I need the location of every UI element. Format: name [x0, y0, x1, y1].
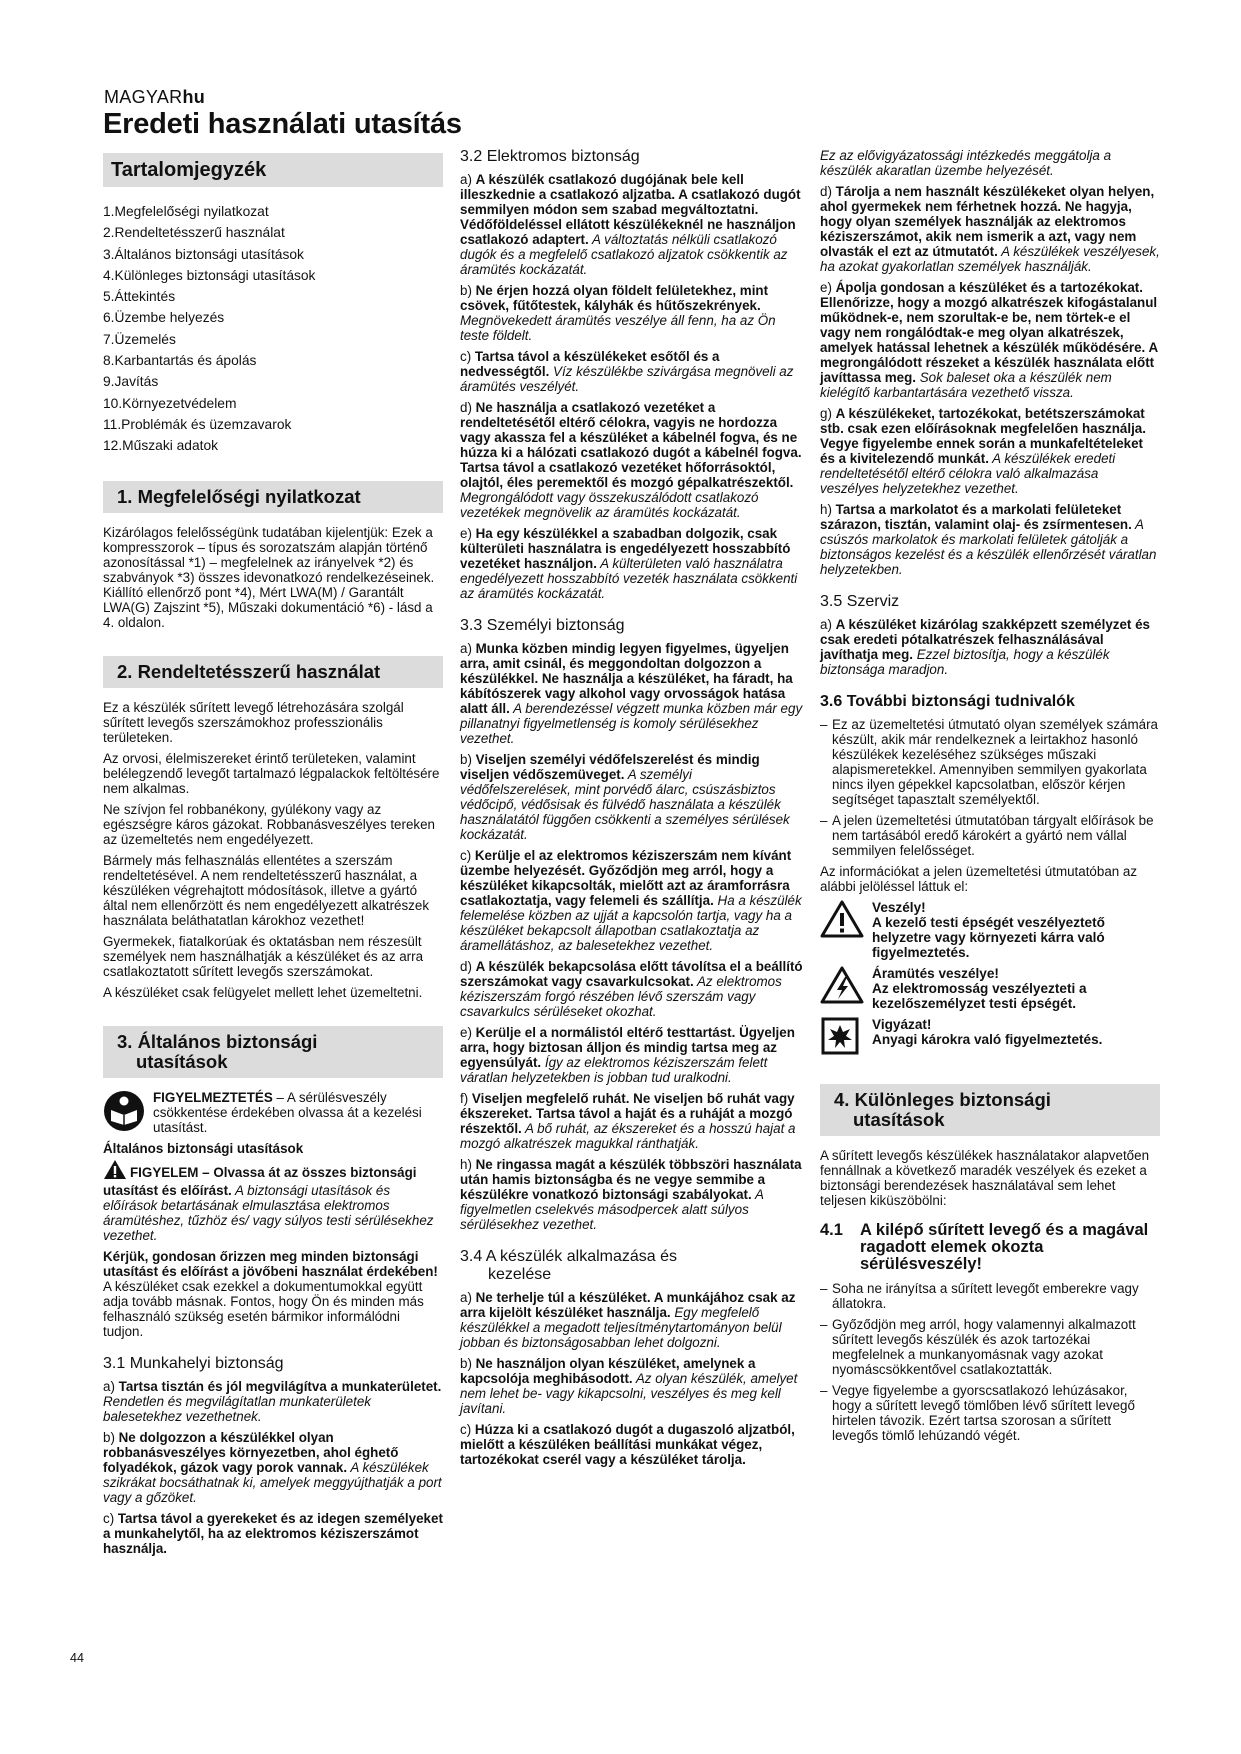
s33-f — [460, 1091, 805, 1151]
document-title: Eredeti használati utasítás — [103, 108, 462, 140]
s35-a-italic: Ezzel biztosítja, hogy a készülék biztonsága maradjon. — [820, 647, 1110, 677]
column-2 — [460, 148, 805, 1467]
s32-a-italic: A változtatás nélküli csatlakozó dugók és a megfelelő csatlakozó aljzatok csökkentik az áramütés kockázatát. — [460, 232, 788, 277]
item-label: c) — [460, 848, 475, 863]
s32-c-italic: Víz készülékbe szivárgása megnöveli az áramütés veszélyét. — [460, 364, 794, 394]
s33-a — [460, 641, 805, 746]
item-label: a) — [460, 172, 476, 187]
danger-text: A kezelő testi épségét veszélyeztető helyzetre vagy környezeti kárra való figyelmeztetés. — [872, 915, 1105, 960]
s33-a-bold: Munka közben mindig legyen figyelmes, ügyeljen arra, amit csinál, és meggondoltan dolgozzon a készülékkel. Ne használja a készüléket, ha fáradt, ha kábítószerek vagy alkohol vagy orvosságok hatása alatt áll. — [460, 641, 793, 716]
item-label: h) — [820, 502, 836, 517]
section-3-3-heading: 3.3 Személyi biztonság — [460, 617, 625, 634]
s34-c-continued — [820, 148, 1160, 178]
s33-d — [460, 959, 805, 1019]
electric-title: Áramütés veszélye! — [872, 966, 999, 981]
s33-e-italic: Így az elektromos kéziszerszám felett váratlan helyzetekben is jobban tud uralkodni. — [460, 1055, 768, 1085]
item-label: h) — [460, 1157, 476, 1172]
list-item: – Soha ne irányítsa a sűrített levegőt emberekre vagy állatokra. — [820, 1281, 1160, 1311]
section-3-4-heading-line2: kezelése — [488, 1266, 552, 1283]
section-3-heading-line1: 3. Általános biztonsági — [117, 1030, 318, 1052]
s34-h-bold: Tartsa a markolatot és a markolati felületeket szárazon, tisztán, valamint olaj- és zsírmentesen. — [820, 502, 1132, 532]
warning-triangle-icon — [103, 1159, 127, 1183]
section-3-heading — [103, 1026, 443, 1078]
s36-intro: Az információkat a jelen üzemeltetési útmutatóban az alábbi jelöléssel láttuk el: — [820, 864, 1138, 894]
attention-bold: FIGYELEM – Olvassa át az összes biztonsági utasítást és előírást. — [103, 1164, 417, 1198]
s33-c — [460, 848, 805, 953]
s34-g — [820, 406, 1160, 496]
s32-b-italic: Megnövekedett áramütés veszélye áll fenn, ha az Ön teste földelt. — [460, 313, 776, 343]
item-label: e) — [460, 526, 476, 541]
s34-c-bold: Húzza ki a csatlakozó dugót a dugaszoló aljzatból, mielőtt a készüléken beállítási munkákat végez, tartozékokat cserél vagy a készüléket tárolja. — [460, 1422, 795, 1467]
s33-e-bold: Kerülje el a normálistól eltérő testtartást. Ügyeljen arra, hogy biztosan álljon és mindig tartsa meg az egyensúlyát. — [460, 1025, 795, 1070]
column-1 — [103, 153, 443, 1562]
language-code: hu — [182, 87, 206, 107]
s32-e-bold: Ha egy készülékkel a szabadban dolgozik, csak külterületi használatra is engedélyezett hosszabbító vezetéket használjon. — [460, 526, 791, 571]
s32-c-bold: Tartsa távol a készülékeket esőtől és a nedvességtől. — [460, 349, 720, 379]
toc-item: 6.Üzembe helyezés — [103, 310, 225, 326]
s34-h-italic: A csúszós markolatok és markolati felületek gátolják a biztonságos kezelést és a készülék ellenőrzését váratlan helyzetekben. — [820, 517, 1157, 577]
item-label: a) — [103, 1378, 119, 1394]
section-4-1-heading — [820, 1222, 1160, 1273]
s34-b-italic: Az olyan készülék, amelyet nem lehet be- vagy kikapcsolni, veszélyes és meg kell javítani. — [460, 1371, 798, 1416]
toc-item: 9.Javítás — [103, 374, 159, 390]
s33-d-italic: Az elektromos kéziszerszám forgó részében lévő szerszám vagy csavarkulcs sérüléseket okozhat. — [460, 974, 782, 1019]
s34-b-bold: Ne használjon olyan készüléket, amelynek a kapcsolója meghibásodott. — [460, 1356, 756, 1386]
item-label: e) — [820, 280, 836, 295]
s34-b — [460, 1356, 805, 1416]
section-4-heading-line1: 4. Különleges biztonsági — [834, 1089, 1051, 1110]
item-label: b) — [103, 1429, 119, 1445]
section-2-p2: Az orvosi, élelmiszereket érintő területeken, valamint belélegzendő levegőt tartalmazó légpalackok feltöltésére nem alkalmas. — [103, 750, 440, 796]
s31-b-bold: Ne dolgozzon a készülékkel olyan robbanásveszélyes környezetben, ahol éghető folyadékok, gázok vagy porok vannak. — [103, 1429, 399, 1475]
item-label: d) — [820, 184, 836, 199]
section-4-heading — [820, 1084, 1160, 1136]
item-label: a) — [460, 641, 476, 656]
danger-title: Veszély! — [872, 900, 926, 915]
section-1-heading: 1. Megfelelőségi nyilatkozat — [103, 481, 443, 513]
caution-title: Vigyázat! — [872, 1017, 932, 1032]
section-2-p3: Ne szívjon fel robbanékony, gyúlékony vagy az egészségre káros gázokat. Robbanásveszélyes tereken az üzemeltetés nem engedélyezett. — [103, 801, 435, 847]
section-3-4-heading-line1: 3.4 A készülék alkalmazása és — [460, 1248, 678, 1265]
section-3-1-heading: 3.1 Munkahelyi biztonság — [103, 1354, 284, 1372]
keep-bold: Kérjük, gondosan őrizzen meg minden biztonsági utasítást és előírást a jövőbeni használat érdekében! — [103, 1248, 438, 1279]
item-label: a) — [460, 1290, 476, 1305]
s32-d-bold: Ne használja a csatlakozó vezetéket a rendeltetésétől eltérő célokra, vagyis ne hordozza vagy akassza fel a készüléket a kábelnél fogva, és ne húzza ki a hálózati csatlakozó dugót a kábelnél fogva. Tartsa távol a csatlakozó vezetéket hőforrásoktól, olajtól, éles peremektől és mozgó gépalkatrészektől. — [460, 400, 802, 490]
section-4-heading-line2: utasítások — [853, 1109, 945, 1130]
s31-c-bold: Tartsa távol a gyerekeket és az idegen személyeket a munkahelytől, ha az elektromos kéziszerszámot használja. — [103, 1510, 443, 1556]
list-item: – Vegye figyelembe a gyorscsatlakozó lehúzásakor, hogy a sűrített levegő tömlőben lévő sűrített levegő hirtelen távozik. Ezért tartsa szorosan a sűrített levegős tömlő lehúzandó végét. — [820, 1383, 1160, 1443]
section-4-1-number: 4.1 — [820, 1221, 843, 1239]
s34-c-italic: Ez az elővigyázatossági intézkedés meggátolja a készülék akaratlan üzembe helyezését. — [820, 148, 1112, 178]
item-label: b) — [460, 283, 476, 298]
section-2-heading: 2. Rendeltetésszerű használat — [103, 656, 443, 688]
toc-item: 3.Általános biztonsági utasítások — [103, 246, 304, 262]
s33-h-italic: A figyelmetlen cselekvés másodpercek alatt súlyos sérülésekhez vezethet. — [460, 1187, 764, 1232]
electric-symbol-row — [820, 966, 1160, 1011]
keep-text: A készüléket csak ezekkel a dokumentumokkal együtt adja tovább másnak. Fontos, hogy Ön és minden más felhasználó szükség esetén bármikor informálódni tudjon. — [103, 1278, 424, 1339]
s33-b — [460, 752, 805, 842]
section-3-heading-line2: utasítások — [136, 1050, 228, 1072]
s34-g-bold: A készülékeket, tartozékokat, betétszerszámokat stb. csak ezen előírásoknak megfelelően használja. Vegye figyelembe ennek során a munkafeltételeket és a kivitelezendő munkát. — [820, 406, 1146, 466]
language-label — [104, 87, 205, 108]
s33-c-bold: Kerülje el az elektromos kéziszerszám nem kívánt üzembe helyezését. Győződjön meg arról, hogy a készüléket kikapcsolták, mielőtt azt az áramforrásra csatlakoztatja, vagy felemeli és szállítja. — [460, 848, 792, 908]
s33-f-italic: A bő ruhát, az ékszereket és a hosszú hajat a mozgó alkatrészek magukkal ránthatják. — [460, 1121, 796, 1151]
toc-item: 1.Megfelelőségi nyilatkozat — [103, 204, 269, 219]
s35-a-bold: A készüléket kizárólag szakképzett személyzet és csak eredeti pótalkatrészek felhasználásával javíthatja meg. — [820, 617, 1150, 662]
s33-h-bold: Ne ringassa magát a készülék többszöri használata után hamis biztonságba és ne vegye semmibe a készülékre vonatkozó biztonsági szabályokat. — [460, 1157, 802, 1202]
toc-list — [103, 201, 443, 457]
s34-g-italic: A készülékek eredeti rendeltetésétől eltérő célokra való alkalmazása veszélyes helyzetekhez vezethet. — [820, 451, 1116, 496]
s32-a-bold: A készülék csatlakozó dugójának bele kell illeszkednie a csatlakozó aljzatba. A csatlakozó dugót semmilyen módon sem szabad megváltoztatni. Védőföldeléssel ellátott készülékeknél ne használjon csatlakozó adaptert. — [460, 172, 801, 247]
electric-text: Az elektromosság veszélyezteti a kezelőszemélyzet testi épségét. — [872, 981, 1087, 1011]
toc-heading: Tartalomjegyzék — [103, 153, 443, 187]
s34-d-italic: A készülékek veszélyesek, ha azokat gyakorlatlan személyek használják. — [820, 244, 1160, 274]
section-2-p5: Gyermekek, fiatalkorúak és oktatásban nem részesült személyek nem használhatják a készüléket és az arra csatlakoztatott sűrített levegős szerszámokat. — [103, 933, 424, 979]
s31-b — [103, 1430, 443, 1505]
item-label: d) — [460, 959, 476, 974]
s34-a-bold: Ne terhelje túl a készüléket. A munkájához csak az arra kijelölt készüléket használja. — [460, 1290, 796, 1320]
s32-c — [460, 349, 805, 394]
list-item: – Győződjön meg arról, hogy valamennyi alkalmazott sűrített levegős készülék és azok tartozékai megfelelnek a munkanyomásnak vagy azokat nyomáscsökkentővel csatlakoztatták. — [820, 1317, 1160, 1377]
toc-item: 7.Üzemelés — [103, 331, 176, 347]
s35-a — [820, 617, 1160, 677]
attention-paragraph — [103, 1159, 443, 1243]
s36-list — [820, 717, 1160, 858]
toc-item: 5.Áttekintés — [103, 289, 176, 305]
toc-item: 4.Különleges biztonsági utasítások — [103, 267, 316, 283]
s32-b — [460, 283, 805, 343]
language-name: MAGYAR — [104, 87, 183, 107]
section-2-p1: Ez a készülék sűrített levegő létrehozására szolgál sűrített levegős szerszámokhoz professzionális területeken. — [103, 699, 404, 745]
s33-c-italic: Ha a készülék felemelése közben az ujját a kapcsolón tartja, vagy ha a készüléket bekapcsolt állapotban csatlakoztatja az áramellátáshoz, az balesetekhez vezethet. — [460, 893, 802, 953]
caution-text: Anyagi károkra való figyelmeztetés. — [872, 1032, 1103, 1047]
toc-item: 11.Problémák és üzemzavarok — [103, 416, 292, 432]
electric-shock-icon — [820, 966, 872, 1007]
s34-c — [460, 1422, 805, 1467]
s34-d-bold: Tárolja a nem használt készülékeket olyan helyen, ahol gyermekek nem férhetnek hozzá. Ne hagyja, hogy olyan személyek használják az elektromos kéziszerszámot, akik nem ismerik a azt, vagy nem olvasták el ezt az útmutatót. — [820, 184, 1155, 259]
general-safety-heading: Általános biztonsági utasítások — [103, 1140, 304, 1156]
read-manual-icon — [103, 1090, 145, 1135]
section-1-text: Kizárólagos felelősségünk tudatában kijelentjük: Ezek a kompresszorok – típus és sorozatszám alapján történő azonosítással *1) – megfelelnek az irányelvek *2) és szabványok *3) összes idevonatkozó rendelkezéseinek. Kiállító ellenőrző pont *4), Mért LWA(M) / Garantált LWA(G) Zajszint *5), Műszaki dokumentáció *6) - lásd a 4. oldalon. — [103, 524, 435, 630]
s33-d-bold: A készülék bekapcsolása előtt távolítsa el a beállító szerszámokat vagy csavarkulcsokat. — [460, 959, 803, 989]
toc-item: 2.Rendeltetésszerű használat — [103, 225, 285, 241]
read-manual-warning — [103, 1090, 443, 1135]
s34-a — [460, 1290, 805, 1350]
material-damage-icon — [820, 1017, 872, 1058]
attention-italic: A biztonsági utasítások és előírások betartásának elmulasztása elektromos áramütéshez, tűzhöz és/ vagy súlyos testi sérülésekhez vezethet. — [103, 1182, 434, 1243]
section-3-4-heading — [460, 1248, 805, 1284]
s32-d-italic: Megrongálódott vagy összekuszálódott csatlakozó vezetékek megnövelik az áramütés kockázatát. — [460, 490, 759, 520]
s31-a-bold: Tartsa tisztán és jól megvilágítva a munkaterületet. — [118, 1378, 442, 1394]
section-3-2-heading: 3.2 Elektromos biztonság — [460, 148, 640, 165]
item-label: c) — [460, 1422, 475, 1437]
item-label: b) — [460, 752, 476, 767]
item-label: c) — [460, 349, 475, 364]
s31-b-italic: A készülékek szikrákat bocsáthatnak ki, amelyek meggyújthatják a port vagy a gőzöket. — [103, 1459, 442, 1505]
item-label: g) — [820, 406, 836, 421]
s31-a — [103, 1379, 443, 1424]
caution-symbol-row — [820, 1017, 1160, 1058]
item-label: a) — [820, 617, 836, 632]
warning-triangle-icon — [820, 900, 872, 941]
s31-a-italic: Rendetlen és megvilágítatlan munkaterületek balesetekhez vezethetnek. — [103, 1393, 371, 1424]
s34-e — [820, 280, 1160, 400]
item-label: b) — [460, 1356, 476, 1371]
s33-h — [460, 1157, 805, 1232]
s34-a-italic: Egy megfelelő készülékkel a megadott teljesítménytartományon belül jobban és biztonságosabban lehet dolgozni. — [460, 1305, 782, 1350]
s32-a — [460, 172, 805, 277]
warning-text: – A sérülésveszély csökkentése érdekében olvassa át a kezelési utasítást. — [153, 1089, 422, 1135]
s34-d — [820, 184, 1160, 274]
s33-a-italic: A berendezéssel végzett munka közben már egy pillanatnyi figyelmetlenség is komoly sérülésekhez vezethet. — [460, 701, 803, 746]
item-label: f) — [460, 1091, 472, 1106]
s32-d — [460, 400, 805, 520]
toc-item: 10.Környezetvédelem — [103, 395, 237, 411]
page-number: 44 — [70, 1651, 84, 1665]
list-item: – A jelen üzemeltetési útmutatóban tárgyalt előírások be nem tartásából eredő károkért a gyártó nem vállal semmilyen felelősséget. — [820, 813, 1160, 858]
s31-c — [103, 1511, 443, 1556]
s34-e-italic: Sok baleset oka a készülék nem kielégítő karbantartására vezethető vissza. — [820, 370, 1112, 400]
toc-item: 12.Műszaki adatok — [103, 438, 219, 454]
section-4-1-title: A kilépő sűrített levegő és a magával ragadott elemek okozta sérülésveszély! — [860, 1221, 1149, 1273]
column-3 — [820, 148, 1160, 1449]
s34-h — [820, 502, 1160, 577]
warning-label: FIGYELMEZTETÉS — [153, 1089, 273, 1105]
section-4-intro: A sűrített levegős készülékek használatakor alapvetően fennállnak a következő maradék veszélyek és ezeket a biztonsági berendezések használatával sem lehet teljesen kiküszöbölni: — [820, 1148, 1150, 1208]
keep-instructions-paragraph — [103, 1249, 443, 1339]
item-label: c) — [103, 1510, 118, 1526]
list-item: – Ez az üzemeltetési útmutató olyan személyek számára készült, akik már rendelkeznek a leirtakhoz hasonló készülékek kezeléséhez szükséges műszaki alapismeretekkel. Amennyiben semmilyen gyakorlata nincs ilyen gépekkel kapcsolatban, először kérjen segítséget tapasztalt személyektől. — [820, 717, 1160, 807]
s34-e-bold: Ápolja gondosan a készüléket és a tartozékokat. Ellenőrizze, hogy a mozgó alkatrészek kifogástalanul működnek-e, nem szorultak-e be, nem törtek-e el vagy nem rongálódtak-e meg olyan alkatrészek, amelyek hatással lehetnek a készülék működésére. A megrongálódott részeket a készülék használata előtt javíttassa meg. — [820, 280, 1158, 385]
s33-b-bold: Viseljen személyi védőfelszerelést és mindig viseljen védőszemüveget. — [460, 752, 760, 782]
danger-symbol-row — [820, 900, 1160, 960]
s41-list — [820, 1281, 1160, 1443]
section-2-p6: A készüléket csak felügyelet mellett lehet üzemeltetni. — [103, 984, 423, 1000]
s33-b-italic: A személyi védőfelszerelések, mint porvédő álarc, csúszásbiztos védőcipő, védősisak és fülvédő használata a készülék használatától függően csökkenti a személyes sérülések kockázatát. — [460, 767, 790, 842]
item-label: d) — [460, 400, 476, 415]
section-3-5-heading: 3.5 Szerviz — [820, 593, 900, 610]
s32-e — [460, 526, 805, 601]
toc-item: 8.Karbantartás és ápolás — [103, 353, 257, 369]
s32-b-bold: Ne érjen hozzá olyan földelt felületekhez, mint csövek, fűtőtestek, kályhák és hűtőszekrények. — [460, 283, 769, 313]
section-3-6-heading: 3.6 További biztonsági tudnivalók — [820, 693, 1075, 710]
s32-e-italic: A külterületen való használatra engedélyezett hosszabbító vezeték használata csökkenti az áramütés kockázatát. — [460, 556, 798, 601]
section-2-p4: Bármely más felhasználás ellentétes a szerszám rendeltetésével. A nem rendeltetésszerű használat, a készüléken végrehajtott módosítások, illetve a gyártó által nem ellenőrzött és nem engedélyezett alkatrészek használata beláthatatlan károkhoz vezethet! — [103, 852, 430, 928]
s33-f-bold: Viseljen megfelelő ruhát. Ne viseljen bő ruhát vagy ékszereket. Tartsa távol a haját és a ruháját a mozgó részektől. — [460, 1091, 795, 1136]
s33-e — [460, 1025, 805, 1085]
item-label: e) — [460, 1025, 476, 1040]
